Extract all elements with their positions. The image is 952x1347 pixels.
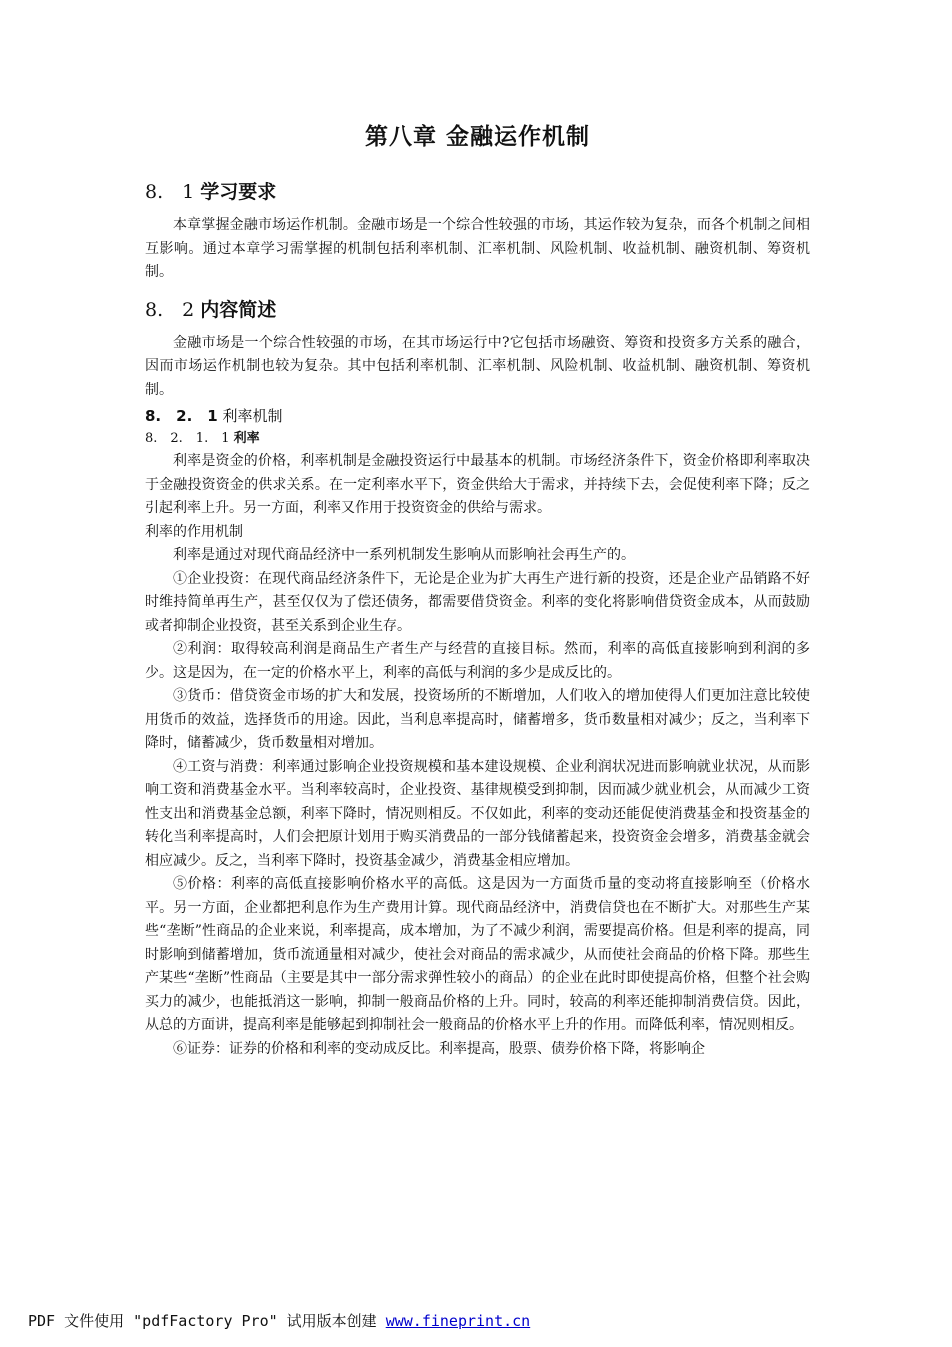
mechanism-heading: 利率的作用机制: [145, 523, 243, 540]
subsection-number: 8. 2. 1: [145, 407, 218, 425]
paragraph-item-money: ③货币：借贷资金市场的扩大和发展，投资场所的不断增加，人们收入的增加使得人们更加注意比较使用货币的效益，选择货币的用途。因此，当利息率提高时，储蓄增多，货币数量相对减少；反之，当利率下降时，储蓄减少，货币数量相对增加。: [145, 688, 810, 751]
paragraph-item-securities: ⑥证券：证券的价格和利率的变动成反比。利率提高，股票、债券价格下降，将影响企: [173, 1040, 705, 1057]
subsubsection-heading-interest-rate: [145, 428, 810, 450]
paragraph-mechanism-intro: 利率是通过对现代商品经济中一系列机制发生影响从而影响社会再生产的。: [173, 547, 635, 563]
paragraph-learning-requirements: 本章掌握金融市场运作机制。金融市场是一个综合性较强的市场，其运作较为复杂，而各个机制之间相互影响。通过本章学习需掌握的机制包括利率机制、汇率机制、风险机制、收益机制、融资机制、筹资机制。: [145, 217, 810, 280]
section-number: 8. 2: [145, 298, 195, 321]
subsection-title: 利率机制: [222, 407, 283, 425]
document-page: [145, 118, 810, 1061]
pdf-footer: [28, 1310, 530, 1331]
footer-text: PDF 文件使用 "pdfFactory Pro" 试用版本创建: [28, 1312, 386, 1330]
footer-link[interactable]: www.fineprint.cn: [385, 1312, 531, 1330]
section-heading-content-summary: [145, 295, 810, 322]
section-heading-learning-requirements: [145, 177, 810, 204]
section-title: 内容简述: [200, 298, 277, 321]
chapter-title: 第八章 金融运作机制: [364, 124, 590, 150]
paragraph-item-profit: ②利润：取得较高利润是商品生产者生产与经营的直接目标。然而，利率的高低直接影响到利润的多少。这是因为，在一定的价格水平上，利率的高低与利润的多少是成反比的。: [145, 641, 810, 681]
subsubsection-number: 8. 2. 1. 1: [145, 431, 230, 446]
subsection-heading-interest-rate-mechanism: [145, 404, 810, 428]
section-title: 学习要求: [200, 181, 277, 203]
paragraph-item-price: ⑤价格：利率的高低直接影响价格水平的高低。这是因为一方面货币量的变动将直接影响至（价格水平。另一方面，企业都把利息作为生产费用计算。现代商品经济中，消费信贷也在不断扩大。对那些生产某些“垄断”性商品的企业来说，利率提高，成本增加，为了不减少利润，需要提高价格。但是利率的提高，同时影响到储蓄增加，货币流通量相对减少，使社会对商品的需求减少，从而使社会商品的价格下降。那些生产某些“垄断”性商品（主要是其中一部分需求弹性较小的商品）的企业在此时即使提高价格，但整个社会购买力的减少，也能抵消这一影响，抑制一般商品价格的上升。同时，较高的利率还能抑制消费信贷。因此，从总的方面讲，提高利率是能够起到抑制社会一般商品的价格水平上升的作用。而降低利率，情况则相反。: [145, 876, 810, 1033]
paragraph-interest-rate-intro: 利率是资金的价格，利率机制是金融投资运行中最基本的机制。市场经济条件下，资金价格即利率取决于金融投资资金的供求关系。在一定利率水平下，资金供给大于需求，并持续下去，会促使利率下降；反之引起利率上升。另一方面，利率又作用于投资资金的供给与需求。: [145, 453, 810, 516]
subsubsection-title: 利率: [233, 431, 260, 446]
paragraph-item-wages-consumption: ④工资与消费：利率通过影响企业投资规模和基本建设规模、企业利润状况进而影响就业状况，从而影响工资和消费基金水平。当利率较高时，企业投资、基律规模受到抑制，因而减少就业机会，从而减少工资性支出和消费基金总额，利率下降时，情况则相反。不仅如此，利率的变动还能促使消费基金和投资基金的转化当利率提高时，人们会把原计划用于购买消费品的一部分钱储蓄起来，投资资金会增多，消费基金就会相应减少。反之，当利率下降时，投资基金减少，消费基金相应增加。: [145, 758, 810, 869]
paragraph-item-enterprise-investment: ①企业投资：在现代商品经济条件下，无论是企业为扩大再生产进行新的投资，还是企业产品销路不好时维持简单再生产，甚至仅仅为了偿还债务，都需要借贷资金。利率的变化将影响借贷资金成本，从而鼓励或者抑制企业投资，甚至关系到企业生存。: [145, 570, 810, 634]
section-number: 8. 1: [145, 181, 195, 203]
paragraph-content-summary: 金融市场是一个综合性较强的市场，在其市场运行中?它包括市场融资、筹资和投资多方关系的融合，因而市场运作机制也较为复杂。其中包括利率机制、汇率机制、风险机制、收益机制、融资机制、筹资机制。: [145, 334, 810, 398]
